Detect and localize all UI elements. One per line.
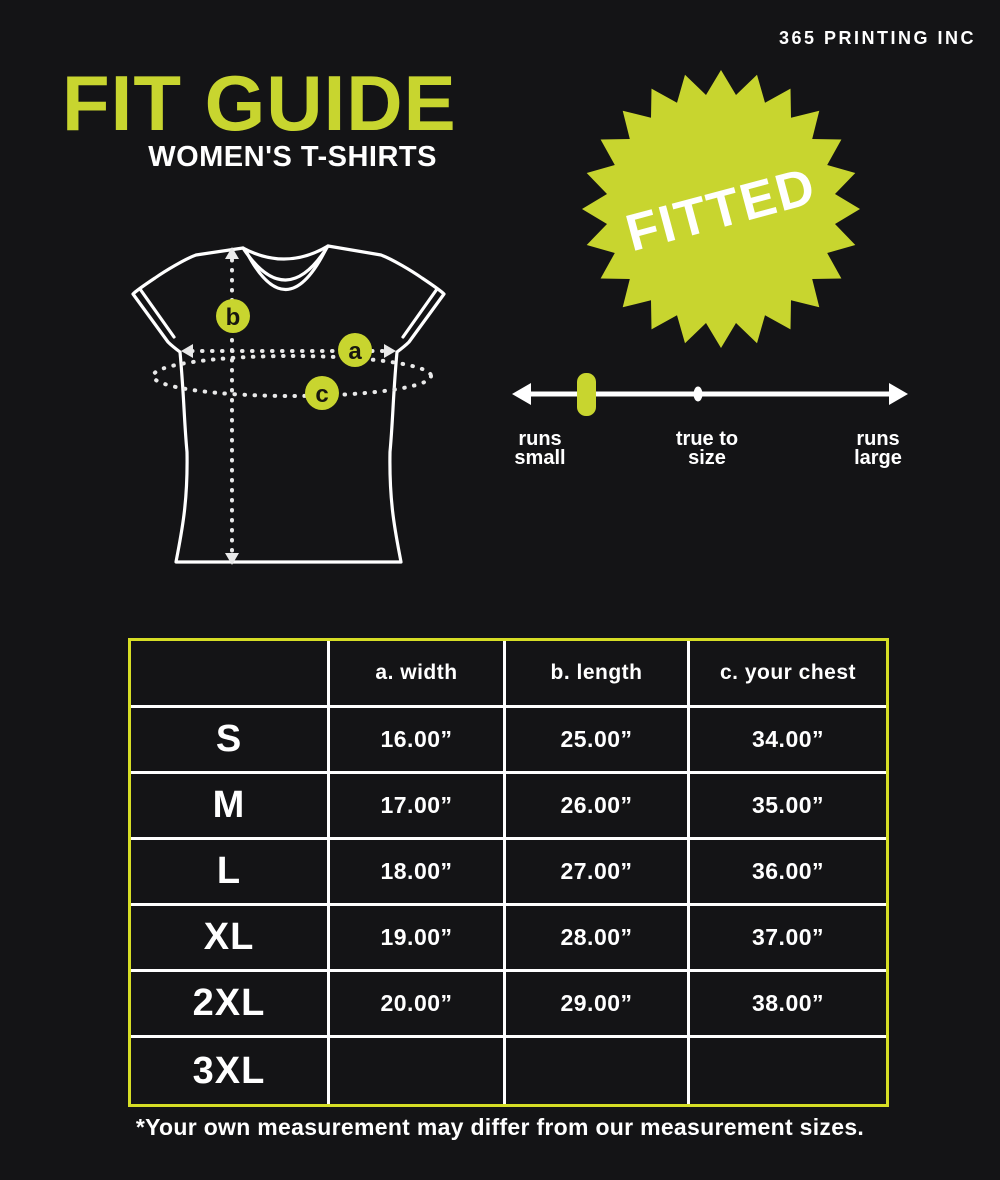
marker-c-label: c bbox=[315, 381, 329, 408]
measure-arrowheads bbox=[181, 247, 396, 565]
tshirt-diagram bbox=[110, 213, 460, 583]
measurement-value bbox=[690, 1038, 886, 1104]
scale-label-line: large bbox=[854, 447, 902, 469]
size-label: 3XL bbox=[131, 1038, 330, 1104]
tshirt-outline bbox=[133, 246, 444, 562]
badge-label: FITTED bbox=[620, 156, 823, 264]
measurement-value: 26.00” bbox=[506, 774, 690, 840]
column-header-chest: c. your chest bbox=[690, 641, 886, 708]
size-table bbox=[128, 638, 889, 1107]
page-title: FIT GUIDE bbox=[62, 59, 457, 147]
scale-label-line: size bbox=[688, 447, 726, 469]
page-subtitle: WOMEN'S T-SHIRTS bbox=[148, 141, 437, 173]
size-label: XL bbox=[131, 906, 330, 972]
measurement-value: 38.00” bbox=[690, 972, 886, 1038]
size-label: 2XL bbox=[131, 972, 330, 1038]
brand-name: 365 PRINTING INC bbox=[778, 28, 976, 48]
measurement-value: 36.00” bbox=[690, 840, 886, 906]
measurement-value: 27.00” bbox=[506, 840, 690, 906]
size-label: M bbox=[131, 774, 330, 840]
measurement-value bbox=[506, 1038, 690, 1104]
scale-center-dot bbox=[694, 387, 703, 402]
measurement-value: 34.00” bbox=[690, 708, 886, 774]
scale-label-line: small bbox=[514, 447, 566, 469]
chest-measure-ellipse bbox=[153, 356, 431, 396]
column-header-width: a. width bbox=[330, 641, 506, 708]
column-header-length: b. length bbox=[506, 641, 690, 708]
measurement-value: 37.00” bbox=[690, 906, 886, 972]
measurement-value: 29.00” bbox=[506, 972, 690, 1038]
scale-label-runs-small bbox=[498, 430, 582, 468]
scale-label-line: runs bbox=[856, 428, 900, 450]
scale-label-line: true to bbox=[675, 428, 739, 450]
scale-marker bbox=[577, 373, 596, 416]
scale-label-runs-large bbox=[836, 430, 920, 468]
scale-arrow-right-icon bbox=[889, 383, 908, 405]
measurement-lines bbox=[153, 260, 431, 552]
footnote: *Your own measurement may differ from our measurement sizes. bbox=[135, 1114, 865, 1140]
measurement-value: 17.00” bbox=[330, 774, 506, 840]
fitted-badge bbox=[571, 59, 871, 359]
fit-scale bbox=[495, 358, 920, 428]
marker-a-label: a bbox=[348, 338, 362, 365]
measurement-value: 25.00” bbox=[506, 708, 690, 774]
measurement-value: 19.00” bbox=[330, 906, 506, 972]
column-header-empty bbox=[131, 641, 330, 708]
size-label: L bbox=[131, 840, 330, 906]
size-label: S bbox=[131, 708, 330, 774]
scale-label-true-to-size bbox=[647, 430, 767, 468]
marker-b-label: b bbox=[225, 304, 241, 331]
measurement-value: 35.00” bbox=[690, 774, 886, 840]
measurement-value bbox=[330, 1038, 506, 1104]
measurement-value: 18.00” bbox=[330, 840, 506, 906]
measurement-value: 28.00” bbox=[506, 906, 690, 972]
measurement-value: 20.00” bbox=[330, 972, 506, 1038]
scale-label-line: runs bbox=[518, 428, 562, 450]
scale-arrow-left-icon bbox=[512, 383, 531, 405]
measurement-value: 16.00” bbox=[330, 708, 506, 774]
